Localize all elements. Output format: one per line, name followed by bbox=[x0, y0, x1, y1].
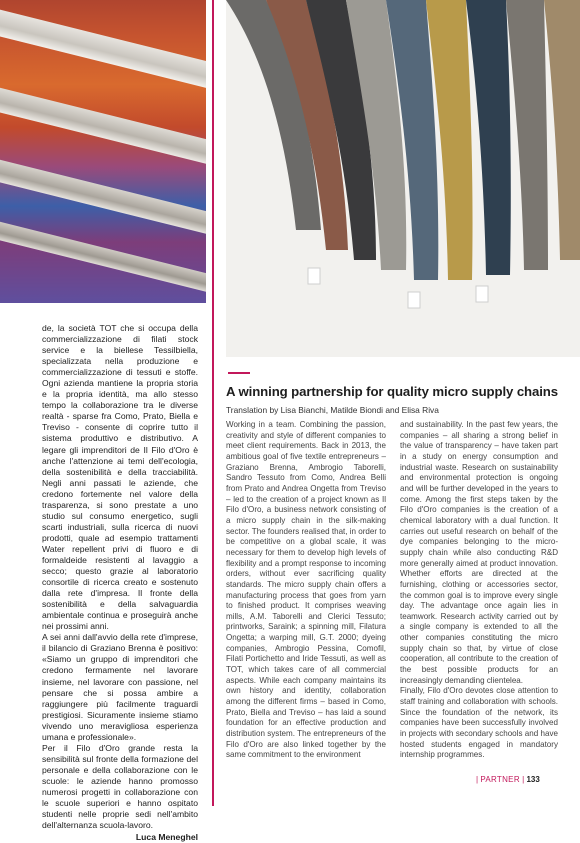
english-text-column-2 bbox=[400, 420, 558, 761]
english-paragraph: Finally, Filo d'Oro devotes close attention to staff training and collaboration with schools. Since the foundation of the network, its companies have been successfully involved in projects with secondary schools and have hosted students engaged in mandatory internship programmes. bbox=[400, 686, 558, 760]
page-footer bbox=[476, 775, 540, 784]
article-title: A winning partnership for quality micro supply chains bbox=[226, 384, 558, 399]
footer-separator: | bbox=[522, 775, 525, 784]
footer-separator: | bbox=[476, 775, 479, 784]
italian-paragraph: Per il Filo d'Oro grande resta la sensibilità sul fronte della formazione del personale e della collaborazione con le scuole: le aziende hanno promosso numerosi progetti in collaborazione con le scuole superiori e hanno ospitato studenti nelle proprie sedi nell'ambito dell'alternanza scuola-lavoro. bbox=[42, 742, 198, 831]
english-paragraph: Working in a team. Combining the passion, creativity and style of different companies to meet client requirements. Back in 2013, the ambitious goal of five textile entrepreneurs – Graziano Brenna, Ambrogio Taborelli, Sandro Tessuto from Como, Andrea Belli from Prato and Andrea Ongetta from Treviso – led to the creation of a project known as Il Filo d'Oro, a business network consisting of a micro supply chain in the silk-making sector. The founders realised that, in order to be competitive on a global scale, it was necessary for them to develop high levels of flexibility and a prompt response to incoming orders, without ever sacrificing quality standards. The micro supply chain offers a manufacturing process that goes from yarn to finished product. It comprises weaving mills, A.M. Taborelli and Clerici Tessuto; printworks, Saraink; a spinning mill, Filatura Ongetta; a warping mill, G.T. 2000; dyeing companies, Ambrogio Pessina, Comofil, Filati Portichetto and Iride Tessuti, as well as TOT, which takes care of all commercial aspects. While each company maintains its own history and identity, collaboration among the different firms – based in Como, Prato, Biella and Treviso – has laid a sound foundation for an effective production and distribution system. The entrepreneurs of the Filo d'Oro are also linked together by the same commitment to the environment bbox=[226, 420, 386, 760]
fabric-rolls-photo bbox=[0, 0, 206, 303]
yarn-skeins-photo bbox=[226, 0, 580, 357]
english-paragraph: and sustainability. In the past few years, the companies – all sharing a strong belief in the value of transparency – have taken part in a study on energy consumption and industrial waste. Research on sustainability and environmental protection is ongoing and will be further developed in the years to come. Among the first steps taken by the Filo d'Oro companies is the creation of a chemical laboratory with a dual function. It carries out useful research on behalf of the dye companies belonging to the micro-supply chain while also conducting R&D more generally aimed at product innovation. Whether efforts are directed at the furnishing, clothing or accessories sector, the common goal is to improve every single day. The advantage once again lies in teamwork. Research activity carried out by a single company is extended to all the other companies constituting the micro supply chain so that, by virtue of close cooperation, all contribute to the creation of the best possible products for an increasingly demanding clientelea. bbox=[400, 420, 558, 685]
italian-author: Luca Meneghel bbox=[135, 832, 198, 843]
italian-paragraph: A sei anni dall'avvio della rete d'imprese, il bilancio di Graziano Brenna è positivo: «Siamo un gruppo di imprenditori che credono fermamente nel lavorare insieme, nel lavorare con passione, nel pensare che si possa ambire a raggiungere più facilmente traguardi prestigiosi. Sicuramente insieme stiamo vivendo uno meravigliosa esperienza umana e professionale». bbox=[42, 632, 198, 742]
page-number: 133 bbox=[526, 775, 540, 784]
italian-paragraph: de, la società TOT che si occupa della commercializzazione di filati stock service e la biellese Tessilbiella, specializzata nella produzione e commercializzazione di tessuti e stoffe. Ogni azienda mantiene la propria storia e la propria identità, ma allo stesso tempo la collaborazione tra le diverse realtà - sparse fra Como, Prato, Biella e Treviso - consente di coprire tutto il sistema produttivo e distributivo. A legare gli imprenditori de Il Filo d'Oro è anche l'attenzione ai temi dell'ecologia, della sostenibilità e della tracciabilità. Negli anni passati le aziende, che credono fortemente nel valore della trasparenza, si sono prestate a uno studio sul consumo energetico, sugli scarti industriali, sulla ricerca di nuovi prodotti, quale ad esempio trattamenti Water repellent privi di fluoro e di formaldeide resistenti al lavaggio a secco; questo grazie al laboratorio consortile di ricerca creato e sostenuto dalla rete d'impresa. Il fronte della sostenibilità e della salvaguardia ambientale continua e proseguirà anche nei prossimi anni. bbox=[42, 323, 198, 632]
yarn-skeins-illustration bbox=[226, 0, 580, 357]
english-text-column-1 bbox=[226, 420, 386, 761]
title-accent-bar bbox=[228, 372, 250, 374]
italian-text-column bbox=[42, 323, 198, 843]
translation-byline: Translation by Lisa Bianchi, Matilde Biondi and Elisa Riva bbox=[226, 405, 439, 415]
section-label: PARTNER bbox=[480, 775, 520, 784]
magenta-divider bbox=[212, 0, 214, 806]
